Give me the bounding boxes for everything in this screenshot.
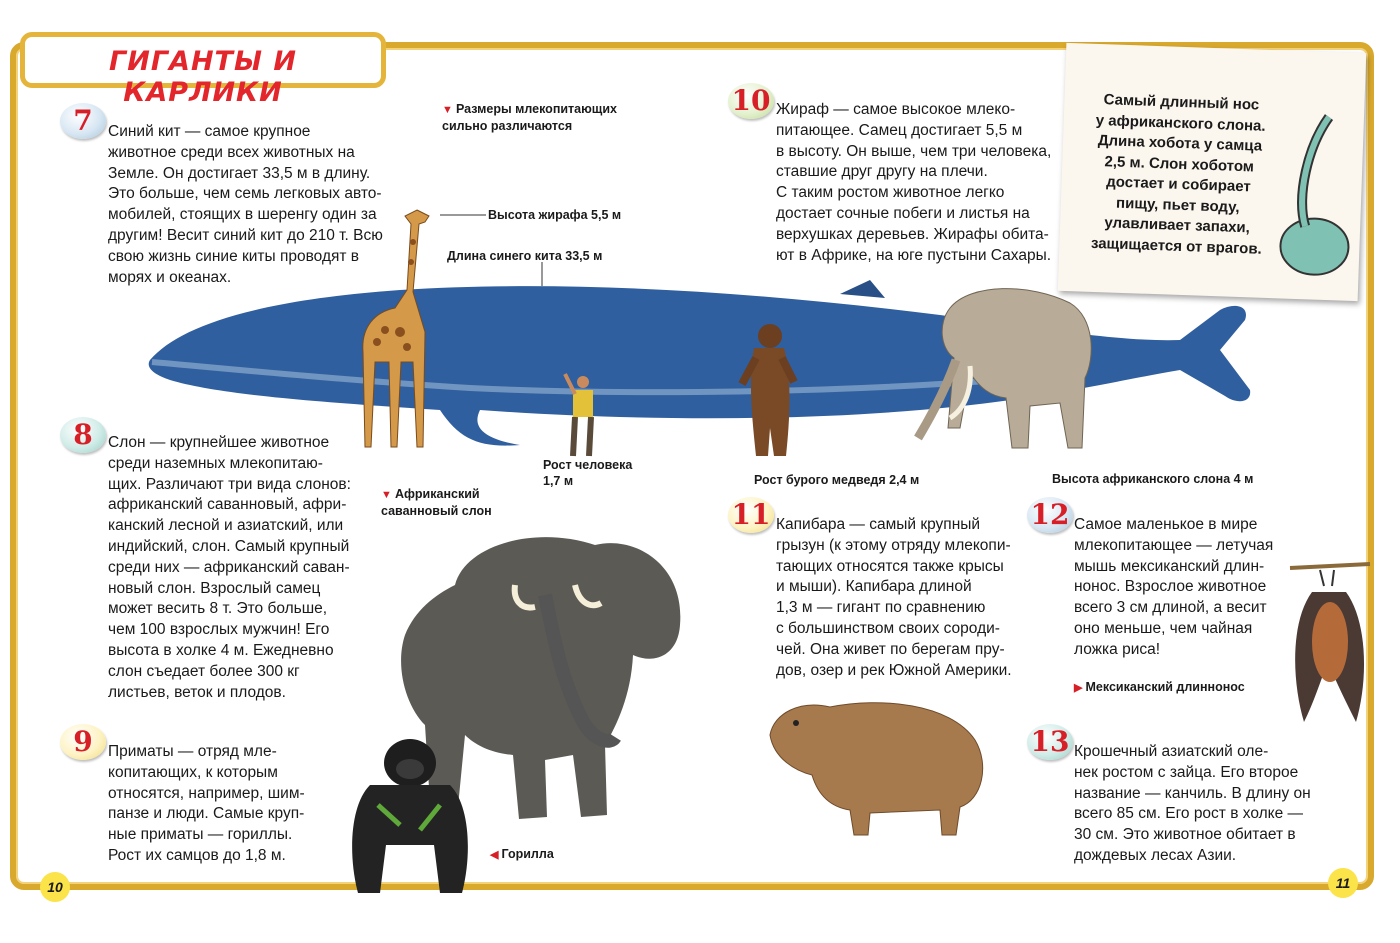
bear-illustration — [738, 318, 798, 458]
gorilla-illustration — [340, 735, 480, 895]
section-number-10: 10 — [728, 83, 774, 119]
section-text-7: Синий кит — самое крупное животное среди всех животных на Земле. Он достигает 33,5 м в длину. Это больше, чем семь легковых авто- мобилей, стоящих в шеренгу один за другим! Весит синий кит до 210 т. Всю свою жизнь синие киты проводят в морях и океанах. — [108, 123, 383, 286]
title-box — [20, 32, 386, 108]
label-savanna-elephant: ▼ Африканский саванновый слон — [381, 487, 492, 518]
section-text-9: Приматы — отряд мле- копитающих, к которым относятся, например, шим- панзе и люди. Самые круп- ные приматы — гориллы. Рост их самцов до 1,8 м. — [108, 743, 305, 864]
section-text-13: Крошечный азиатский оле- нек ростом с зайца. Его второе название — канчиль. В длину он всего 85 см. Его рост в холке — 30 см. Это животное обитает в дождевых лесах Азии. — [1074, 743, 1311, 864]
cartoon-elephant-icon — [1273, 105, 1359, 288]
capybara-illustration — [760, 695, 990, 840]
label-elephant-height: Высота африканского слона 4 м — [1052, 472, 1254, 486]
section-number-12: 12 — [1027, 497, 1073, 533]
elephant-top-illustration — [910, 278, 1100, 453]
section-text-10: Жираф — самое высокое млеко- питающее. Самец достигает 5,5 м в высоту. Он выше, чем три человека, ставшие друг другу на плечи. С таким ростом животное легко достает сочные побеги и листья на верхушках деревьев. Жирафы обита- ют в Африке, на юге пустыни Сахары. — [776, 101, 1052, 264]
label-bat: ▶ Мексиканский длиннонос — [1074, 680, 1245, 694]
pointer-down-icon: ▼ — [381, 489, 395, 501]
fact-note — [1058, 43, 1366, 301]
label-sizes: ▼ Размеры млекопитающих сильно различаются — [442, 102, 617, 133]
section-number-9: 9 — [60, 724, 106, 760]
page-number-left: 10 — [40, 872, 70, 902]
page-title: ГИГАНТЫ И КАРЛИКИ — [109, 46, 297, 108]
whale-pointer-line — [540, 262, 544, 288]
section-number-8: 8 — [60, 417, 106, 453]
human-illustration — [563, 372, 603, 457]
label-bear: Рост бурого медведя 2,4 м — [754, 473, 920, 487]
section-text-12: Самое маленькое в мире млекопитающее — летучая мышь мексиканский длин- нонос. Взрослое животное всего 3 см длиной, а весит оно меньше, чем чайная ложка риса! — [1074, 516, 1274, 658]
page-number-right: 11 — [1328, 868, 1358, 898]
section-text-11: Капибара — самый крупный грызун (к этому отряду млекопи- тающих относятся также крысы и мыши). Капибара длиной 1,3 м — гигант по сравнению с большинством своих сороди- чей. Она живет по берегам пру- дов, озер и рек Южной Америки. — [776, 516, 1012, 679]
pointer-left-icon: ◀ — [490, 849, 502, 861]
pointer-right-icon: ▶ — [1074, 682, 1086, 694]
section-number-13: 13 — [1027, 724, 1073, 760]
pointer-down-icon: ▼ — [442, 104, 456, 116]
label-human: Рост человека 1,7 м — [543, 458, 633, 488]
label-giraffe: Высота жирафа 5,5 м — [488, 208, 622, 222]
section-number-7: 7 — [60, 103, 106, 139]
giraffe-pointer-line — [440, 213, 490, 217]
label-whale: Длина синего кита 33,5 м — [447, 249, 603, 263]
label-gorilla: ◀ Горилла — [490, 847, 554, 861]
fact-note-text: Самый длинный нос у африканского слона. Длина хобота у самца 2,5 м. Слон хоботом достает и собирает пищу, пьет воду, улавливает запахи, защищается от врагов. — [1090, 91, 1266, 258]
section-text-8: Слон — крупнейшее животное среди наземных млекопитаю- щих. Различают три вида слонов: африканский саванновый, афри- канский лесной и азиатский, или индийский, слон. Самый крупный среди них — африканский саван- новый слон. Взрослый самец может весить 8 т. Это больше, чем 100 взрослых мужчин! Его высота в холке 4 м. Ежедневно слон съедает более 300 кг листьев, веток и плодов. — [108, 434, 351, 701]
section-number-11: 11 — [728, 497, 774, 533]
